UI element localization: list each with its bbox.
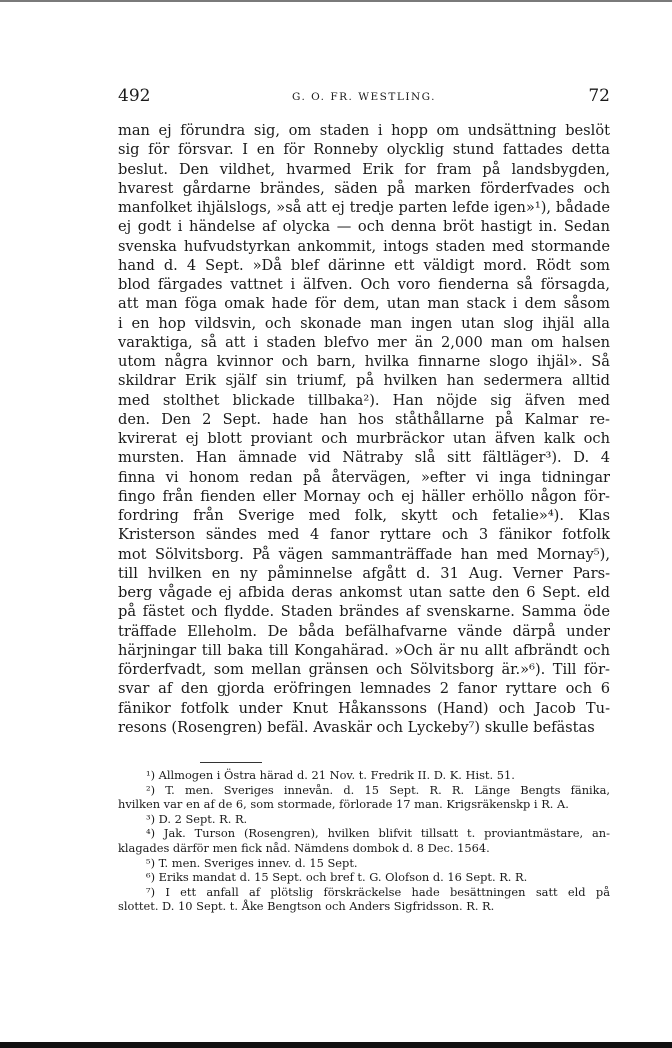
text-line: utom några kvinnor och barn, hvilka finnarne slogo ihjäl». Så bbox=[118, 353, 610, 370]
text-line: beslut. Den vildhet, hvarmed Erik for fram på landsbygden, bbox=[118, 160, 610, 178]
text-line: manfolket ihjälslogs, »så att ej tredje parten lefde igen»¹), bådade bbox=[118, 199, 610, 216]
page-number-left: 492 bbox=[118, 86, 151, 106]
text-line: i en hop vildsvin, och skonade man ingen utan slog ihjäl alla bbox=[118, 314, 610, 332]
footnote-3 bbox=[118, 812, 610, 827]
footnote-2 bbox=[118, 783, 610, 812]
text-line: mot Sölvitsborg. På vägen sammanträffade han med Mornay⁵), bbox=[118, 545, 610, 563]
footnote-4 bbox=[118, 826, 610, 855]
running-title: G. O. FR. WESTLING. bbox=[291, 91, 437, 103]
text-line: till hvilken en ny påminnelse afgått d. 31 Aug. Verner Pars- bbox=[118, 564, 610, 582]
text-line: träffade Elleholm. De båda befälhafvarne vände därpå under bbox=[118, 622, 610, 640]
text-line: den. Den 2 Sept. hade han hos ståthållarne på Kalmar re- bbox=[118, 410, 610, 428]
footnote-line: ⁵) T. men. Sveriges innev. d. 15 Sept. bbox=[146, 855, 358, 870]
text-line: kvirerat ej blott proviant och murbräckor utan äfven kalk och bbox=[118, 430, 610, 447]
text-line: hvarest gårdarne brändes, säden på marken förderfvades och bbox=[118, 179, 610, 197]
footnote-line: ⁴) Jak. Turson (Rosengren), hvilken blifvit tillsatt t. proviantmästare, an- bbox=[146, 826, 610, 841]
footnote-line: ⁶) Eriks mandat d. 15 Sept. och bref t. G. Olofson d. 16 Sept. R. R. bbox=[146, 870, 528, 885]
footnote-line: ³) D. 2 Sept. R. R. bbox=[146, 811, 248, 826]
footnote-separator bbox=[200, 762, 262, 763]
text-line: blod färgades vattnet i älfven. Och voro fienderna så försagda, bbox=[118, 276, 610, 293]
text-line: varaktiga, så att i staden blefvo mer än 2,000 man om halsen bbox=[118, 333, 610, 351]
footnote-7 bbox=[118, 885, 610, 914]
footnotes bbox=[118, 768, 610, 914]
footnote-line: ²) T. men. Sveriges innevån. d. 15 Sept. R. R. Länge Bengts fänika, bbox=[146, 782, 610, 797]
text-line: på fästet och flydde. Staden brändes af svenskarne. Samma öde bbox=[118, 603, 610, 621]
scan-bottom-edge bbox=[0, 1042, 672, 1048]
footnote-1 bbox=[118, 768, 610, 783]
text-line: svar af den gjorda eröfringen lemnades 2 fanor ryttare och 6 bbox=[118, 680, 610, 698]
text-line: fingo från fienden eller Mornay och ej häller erhöllo någon för- bbox=[118, 487, 610, 505]
text-line: skildrar Erik själf sin triumf, på hvilken han sedermera alltid bbox=[118, 372, 610, 390]
footnote-6 bbox=[118, 870, 610, 885]
text-line: förderfvadt, som mellan gränsen och Sölvitsborg är.»⁶). Till för- bbox=[118, 661, 610, 678]
body-text bbox=[118, 121, 610, 737]
text-line: ej godt i händelse af olycka — och denna bröt hastigt in. Sedan bbox=[118, 218, 610, 236]
footnote-line: ⁷) I ett anfall af plötslig förskräckelse hade besättningen satt eld på bbox=[146, 884, 610, 899]
text-line: finna vi honom redan på återvägen, »efter vi inga tidningar bbox=[118, 468, 610, 486]
page-header bbox=[118, 86, 610, 108]
footnote-line: ¹) Allmogen i Östra härad d. 21 Nov. t. Fredrik II. D. K. Hist. 51. bbox=[146, 768, 515, 782]
footnote-5 bbox=[118, 856, 610, 871]
text-line: med stolthet blickade tillbaka²). Han nöjde sig äfven med bbox=[118, 391, 610, 409]
text-line: resons (Rosengren) befäl. Avaskär och Lyckeby⁷) skulle befästas bbox=[118, 718, 595, 736]
text-line: sig för försvar. I en för Ronneby olycklig stund fattades detta bbox=[118, 141, 610, 159]
text-line: fänikor fotfolk under Knut Håkanssons (Hand) och Jacob Tu- bbox=[118, 699, 610, 717]
text-line: man ej förundra sig, om staden i hopp om undsättning beslöt bbox=[118, 122, 610, 139]
page-number-right: 72 bbox=[588, 86, 610, 106]
text-line: härjningar till baka till Kongahärad. »Och är nu allt afbrändt och bbox=[118, 641, 610, 659]
text-line: mursten. Han ämnade vid Nätraby slå sitt fältläger³). D. 4 bbox=[118, 449, 610, 467]
scan-top-edge bbox=[0, 0, 672, 2]
text-line: berg vågade ej afbida deras ankomst utan satte den 6 Sept. eld bbox=[118, 584, 610, 601]
footnote-line: klagades därför men fick nåd. Nämdens dombok d. 8 Dec. 1564. bbox=[118, 840, 490, 855]
text-line: Kristerson sändes med 4 fanor ryttare och 3 fänikor fotfolk bbox=[118, 526, 610, 544]
footnote-line: hvilken var en af de 6, som stormade, förlorade 17 man. Krigsräkenskp i R. A. bbox=[118, 797, 569, 812]
text-line: hand d. 4 Sept. »Då blef därinne ett väldigt mord. Rödt som bbox=[118, 256, 610, 274]
text-line: att man föga omak hade för dem, utan man stack i dem såsom bbox=[118, 295, 610, 313]
text-line: fordring från Sverige med folk, skytt och fetalie»⁴). Klas bbox=[118, 507, 610, 524]
text-line: svenska hufvudstyrkan ankommit, intogs staden med stormande bbox=[118, 237, 610, 255]
footnote-line: slottet. D. 10 Sept. t. Åke Bengtson och Anders Sigfridsson. R. R. bbox=[118, 899, 495, 914]
